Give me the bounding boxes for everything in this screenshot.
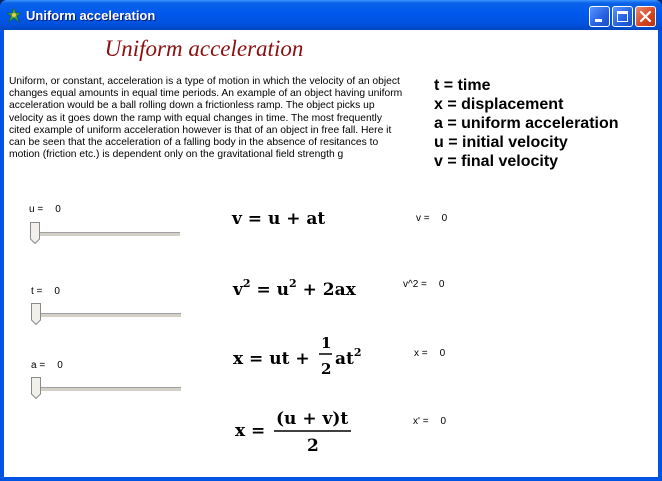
slider-a-value: 0 (57, 360, 63, 371)
variable-legend (434, 76, 619, 171)
minimize-button[interactable] (589, 6, 610, 27)
svg-text:2: 2 (321, 360, 332, 378)
slider-u-label: u = (29, 204, 44, 215)
slider-t-label: t = (31, 286, 43, 297)
slider-u-track[interactable] (30, 232, 180, 237)
formula-v-squared (229, 270, 379, 304)
slider-t[interactable] (31, 303, 181, 325)
slider-a[interactable] (31, 377, 181, 399)
title-bar[interactable] (0, 0, 662, 30)
app-icon[interactable] (6, 7, 22, 23)
svg-text:v = u + at: v = u + at (232, 209, 326, 229)
readout-v-label: v = (416, 213, 430, 224)
slider-t-value: 0 (54, 286, 60, 297)
svg-text:v2 = u2 + 2ax: $v^2 = u^2 + 2ax$ (233, 277, 356, 300)
slider-u-thumb[interactable] (30, 222, 40, 244)
readout-v-squared (403, 279, 444, 290)
readout-v-value: 0 (441, 213, 448, 224)
formula-v-equals-u-plus-at (229, 204, 349, 234)
slider-a-label-group (31, 360, 63, 371)
legend-item-time: t = time (434, 77, 491, 94)
window-title: Uniform acceleration (26, 8, 156, 23)
slider-t-label-group (31, 286, 60, 297)
readout-x-label: x = (414, 348, 428, 359)
svg-text:at2: $at^2$ (335, 346, 362, 369)
svg-text:1: 1 (321, 334, 332, 352)
readout-x-value: 0 (439, 348, 446, 359)
legend-item-displacement: x = displacement (434, 96, 564, 113)
slider-a-thumb[interactable] (31, 377, 41, 399)
intro-paragraph: Uniform, or constant, acceleration is a type of motion in which the velocity of an object changes equal amounts in equal time periods. An example of an object having uniform acceleration would be a ball rolling down a frictionless ramp. The object picks up velocity as it goes down the ramp with equal changes in time. The most frequently cited example of uniform acceleration however is that of an object in free fall. Here it can be seen that the acceleration of a falling body in the absence of resitances to motion (friction etc.) is dependent only on the gravitational field strength g (9, 76, 403, 161)
svg-text:x =: x = (235, 421, 266, 441)
readout-v (416, 213, 447, 224)
slider-u[interactable] (30, 222, 180, 244)
formula-x-average-velocity (229, 400, 379, 456)
readout-x-prime-value: 0 (440, 416, 447, 427)
readout-v-squared-label: v^2 = (403, 279, 427, 290)
svg-text:(u + v)t: (u + v)t (276, 409, 349, 429)
slider-u-value: 0 (55, 204, 61, 215)
formula-x-ut-half-at-squared (229, 332, 379, 384)
svg-text:x = ut +: x = ut + (233, 349, 310, 369)
slider-u-label-group (29, 204, 61, 215)
page-title: Uniform acceleration (104, 36, 304, 61)
slider-t-thumb[interactable] (31, 303, 41, 325)
readout-v-squared-value: 0 (438, 279, 445, 290)
maximize-icon (613, 7, 632, 26)
client-area (4, 30, 658, 477)
close-button[interactable] (635, 6, 656, 27)
close-icon (636, 7, 655, 26)
minimize-icon (590, 7, 609, 26)
slider-t-track[interactable] (31, 313, 181, 318)
readout-x-prime-label: x' = (413, 416, 429, 427)
slider-a-track[interactable] (31, 387, 181, 392)
svg-text:2: 2 (307, 436, 319, 456)
legend-item-acceleration: a = uniform acceleration (434, 115, 619, 132)
readout-x-prime (413, 416, 446, 427)
readout-x (414, 348, 445, 359)
maximize-button[interactable] (612, 6, 633, 27)
legend-item-final-velocity: v = final velocity (434, 153, 559, 170)
slider-a-label: a = (31, 360, 46, 371)
legend-item-initial-velocity: u = initial velocity (434, 134, 568, 151)
